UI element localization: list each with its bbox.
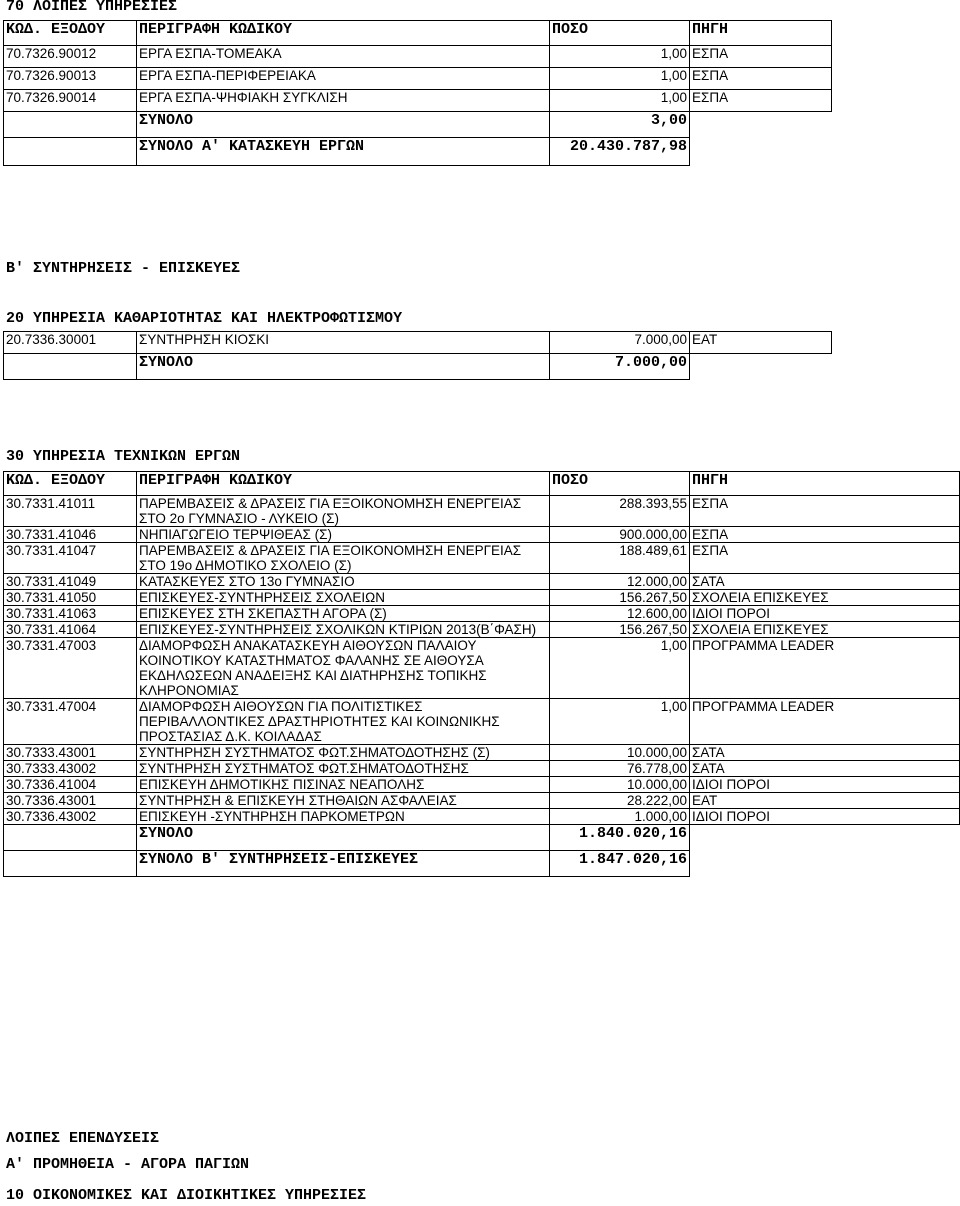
cell-desc: ΣΥΝΤΗΡΗΣΗ & ΕΠΙΣΚΕΥΗ ΣΤΗΘΑΙΩΝ ΑΣΦΑΛΕΙΑΣ — [137, 793, 550, 809]
cell-code: 30.7336.43001 — [4, 793, 137, 809]
cell-desc: ΠΑΡΕΜΒΑΣΕΙΣ & ΔΡΑΣΕΙΣ ΓΙΑ ΕΞΟΙΚΟΝΟΜΗΣΗ ΕΝΕΡΓΕΙΑΣ ΣΤΟ 2ο ΓΥΜΝΑΣΙΟ - ΛΥΚΕΙΟ (Σ) — [137, 496, 550, 527]
table-row — [4, 745, 960, 761]
cell-source: ΕΑΤ — [690, 793, 960, 809]
table-row — [4, 777, 960, 793]
grand-total-value: 1.847.020,16 — [550, 851, 690, 877]
grand-total-label: ΣΥΝΟΛΟ Β' ΣΥΝΤΗΡΗΣΕΙΣ-ΕΠΙΣΚΕΥΕΣ — [137, 851, 550, 877]
cell-desc: ΣΥΝΤΗΡΗΣΗ ΣΥΣΤΗΜΑΤΟΣ ΦΩΤ.ΣΗΜΑΤΟΔΟΤΗΣΗΣ — [137, 761, 550, 777]
cell-source: ΙΔΙΟΙ ΠΟΡΟΙ — [690, 606, 960, 622]
table-row — [4, 527, 960, 543]
cell-desc: ΣΥΝΤΗΡΗΣΗ ΣΥΣΤΗΜΑΤΟΣ ΦΩΤ.ΣΗΜΑΤΟΔΟΤΗΣΗΣ (Σ) — [137, 745, 550, 761]
cell-code: 30.7331.47003 — [4, 638, 137, 699]
cell-amount: 1,00 — [550, 68, 690, 90]
cell-amount: 76.778,00 — [550, 761, 690, 777]
header-code: ΚΩΔ. ΕΞΟΔΟΥ — [4, 472, 137, 496]
cell-amount: 1,00 — [550, 638, 690, 699]
cell-source: ΕΑΤ — [690, 332, 832, 354]
total-value: 7.000,00 — [550, 354, 690, 380]
cell-desc: ΕΡΓΑ ΕΣΠΑ-ΨΗΦΙΑΚΗ ΣΥΓΚΛΙΣΗ — [137, 90, 550, 112]
cell-amount: 10.000,00 — [550, 745, 690, 761]
header-amount: ΠΟΣΟ — [550, 472, 690, 496]
cell-code: 30.7331.41046 — [4, 527, 137, 543]
table-row — [4, 761, 960, 777]
total-label: ΣΥΝΟΛΟ — [137, 354, 550, 380]
cell-code: 70.7326.90012 — [4, 46, 137, 68]
table-row — [4, 574, 960, 590]
cell-amount: 288.393,55 — [550, 496, 690, 527]
cell-code: 30.7336.41004 — [4, 777, 137, 793]
total-label: ΣΥΝΟΛΟ — [137, 112, 550, 138]
cell-amount: 10.000,00 — [550, 777, 690, 793]
cell-source: ΣΑΤΑ — [690, 761, 960, 777]
cell-desc: ΚΑΤΑΣΚΕΥΕΣ ΣΤΟ 13ο ΓΥΜΝΑΣΙΟ — [137, 574, 550, 590]
cell-source: ΙΔΙΟΙ ΠΟΡΟΙ — [690, 777, 960, 793]
cell-desc: ΣΥΝΤΗΡΗΣΗ ΚΙΟΣΚΙ — [137, 332, 550, 354]
grand-total-row — [4, 851, 960, 877]
cell-amount: 156.267,50 — [550, 590, 690, 606]
cell-source: ΕΣΠΑ — [690, 46, 832, 68]
cell-amount: 156.267,50 — [550, 622, 690, 638]
cell-desc: ΕΡΓΑ ΕΣΠΑ-ΤΟΜΕΑΚΑ — [137, 46, 550, 68]
table-70 — [3, 20, 832, 166]
cell-code: 30.7331.41047 — [4, 543, 137, 574]
header-source: ΠΗΓΗ — [690, 21, 832, 46]
header-amount: ΠΟΣΟ — [550, 21, 690, 46]
footer-line-1: ΛΟΙΠΕΣ ΕΠΕΝΔΥΣΕΙΣ — [6, 1130, 160, 1147]
table-row — [4, 332, 832, 354]
cell-amount: 1,00 — [550, 90, 690, 112]
cell-code: 30.7331.41011 — [4, 496, 137, 527]
cell-source: ΠΡΟΓΡΑΜΜΑ LEADER — [690, 699, 960, 745]
table-row — [4, 606, 960, 622]
cell-source: ΕΣΠΑ — [690, 527, 960, 543]
section-title-70: 70 ΛΟΙΠΕΣ ΥΠΗΡΕΣΙΕΣ — [6, 0, 178, 15]
cell-desc: ΕΡΓΑ ΕΣΠΑ-ΠΕΡΙΦΕΡΕΙΑΚΑ — [137, 68, 550, 90]
cell-code: 30.7331.41049 — [4, 574, 137, 590]
footer-line-3: 10 ΟΙΚΟΝΟΜΙΚΕΣ ΚΑΙ ΔΙΟΙΚΗΤΙΚΕΣ ΥΠΗΡΕΣΙΕΣ — [6, 1187, 367, 1204]
cell-code: 30.7333.43001 — [4, 745, 137, 761]
grand-total-value: 20.430.787,98 — [550, 138, 690, 166]
table-row — [4, 590, 960, 606]
cell-desc: ΕΠΙΣΚΕΥΗ ΔΗΜΟΤΙΚΗΣ ΠΙΣΙΝΑΣ ΝΕΑΠΟΛΗΣ — [137, 777, 550, 793]
cell-amount: 1.000,00 — [550, 809, 690, 825]
table-row — [4, 638, 960, 699]
table-row — [4, 46, 832, 68]
cell-amount: 900.000,00 — [550, 527, 690, 543]
cell-source: ΣΑΤΑ — [690, 745, 960, 761]
cell-code: 30.7331.47004 — [4, 699, 137, 745]
table-row — [4, 793, 960, 809]
table-row — [4, 68, 832, 90]
cell-source: ΣΧΟΛΕΙΑ ΕΠΙΣΚΕΥΕΣ — [690, 590, 960, 606]
header-desc: ΠΕΡΙΓΡΑΦΗ ΚΩΔΙΚΟΥ — [137, 21, 550, 46]
table-20 — [3, 331, 832, 380]
cell-desc: ΕΠΙΣΚΕΥΕΣ-ΣΥΝΤΗΡΗΣΕΙΣ ΣΧΟΛΙΚΩΝ ΚΤΙΡΙΩΝ 2013(Β΄ΦΑΣΗ) — [137, 622, 550, 638]
cell-code: 30.7336.43002 — [4, 809, 137, 825]
section-title-20: 20 ΥΠΗΡΕΣΙΑ ΚΑΘΑΡΙΟΤΗΤΑΣ ΚΑΙ ΗΛΕΚΤΡΟΦΩΤΙΣΜΟΥ — [6, 310, 403, 327]
table-row — [4, 809, 960, 825]
cell-source: ΕΣΠΑ — [690, 496, 960, 527]
cell-desc: ΕΠΙΣΚΕΥΕΣ-ΣΥΝΤΗΡΗΣΕΙΣ ΣΧΟΛΕΙΩΝ — [137, 590, 550, 606]
table-row — [4, 699, 960, 745]
total-row — [4, 354, 832, 380]
section-title-30: 30 ΥΠΗΡΕΣΙΑ ΤΕΧΝΙΚΩΝ ΕΡΓΩΝ — [6, 448, 241, 465]
cell-source: ΠΡΟΓΡΑΜΜΑ LEADER — [690, 638, 960, 699]
cell-amount: 7.000,00 — [550, 332, 690, 354]
cell-amount: 188.489,61 — [550, 543, 690, 574]
total-label: ΣΥΝΟΛΟ — [137, 825, 550, 851]
cell-code: 30.7331.41063 — [4, 606, 137, 622]
cell-source: ΙΔΙΟΙ ΠΟΡΟΙ — [690, 809, 960, 825]
cell-source: ΕΣΠΑ — [690, 543, 960, 574]
total-value: 3,00 — [550, 112, 690, 138]
table-header — [4, 472, 960, 496]
cell-code: 30.7333.43002 — [4, 761, 137, 777]
header-desc: ΠΕΡΙΓΡΑΦΗ ΚΩΔΙΚΟΥ — [137, 472, 550, 496]
header-source: ΠΗΓΗ — [690, 472, 960, 496]
table-header — [4, 21, 832, 46]
table-row — [4, 622, 960, 638]
cell-code: 30.7331.41064 — [4, 622, 137, 638]
cell-desc: ΕΠΙΣΚΕΥΗ -ΣΥΝΤΗΡΗΣΗ ΠΑΡΚΟΜΕΤΡΩΝ — [137, 809, 550, 825]
cell-amount: 1,00 — [550, 699, 690, 745]
table-30 — [3, 471, 960, 877]
cell-amount: 28.222,00 — [550, 793, 690, 809]
cell-desc: ΔΙΑΜΟΡΦΩΣΗ ΑΙΘΟΥΣΩΝ ΓΙΑ ΠΟΛΙΤΙΣΤΙΚΕΣ ΠΕΡΙΒΑΛΛΟΝΤΙΚΕΣ ΔΡΑΣΤΗΡΙΟΤΗΤΕΣ ΚΑΙ ΚΟΙΝΩΝΙΚΗΣ ΠΡΟΣΤΑΣΙΑΣ Δ.Κ. ΚΟΙΛΑΔΑΣ — [137, 699, 550, 745]
table-row — [4, 496, 960, 527]
header-code: ΚΩΔ. ΕΞΟΔΟΥ — [4, 21, 137, 46]
table-row — [4, 90, 832, 112]
cell-code: 70.7326.90014 — [4, 90, 137, 112]
cell-amount: 1,00 — [550, 46, 690, 68]
cell-source: ΣΑΤΑ — [690, 574, 960, 590]
grand-total-label: ΣΥΝΟΛΟ Α' ΚΑΤΑΣΚΕΥΗ ΕΡΓΩΝ — [137, 138, 550, 166]
total-value: 1.840.020,16 — [550, 825, 690, 851]
table-row — [4, 543, 960, 574]
cell-source: ΕΣΠΑ — [690, 90, 832, 112]
cell-amount: 12.600,00 — [550, 606, 690, 622]
cell-amount: 12.000,00 — [550, 574, 690, 590]
cell-desc: ΕΠΙΣΚΕΥΕΣ ΣΤΗ ΣΚΕΠΑΣΤΗ ΑΓΟΡΑ (Σ) — [137, 606, 550, 622]
cell-desc: ΝΗΠΙΑΓΩΓΕΙΟ ΤΕΡΨΙΘΕΑΣ (Σ) — [137, 527, 550, 543]
cell-source: ΕΣΠΑ — [690, 68, 832, 90]
grand-total-row — [4, 138, 832, 166]
footer-line-2: Α' ΠΡΟΜΗΘΕΙΑ - ΑΓΟΡΑ ΠΑΓΙΩΝ — [6, 1156, 250, 1173]
cell-source: ΣΧΟΛΕΙΑ ΕΠΙΣΚΕΥΕΣ — [690, 622, 960, 638]
cell-desc: ΠΑΡΕΜΒΑΣΕΙΣ & ΔΡΑΣΕΙΣ ΓΙΑ ΕΞΟΙΚΟΝΟΜΗΣΗ ΕΝΕΡΓΕΙΑΣ ΣΤΟ 19ο ΔΗΜΟΤΙΚΟ ΣΧΟΛΕΙΟ (Σ) — [137, 543, 550, 574]
cell-desc: ΔΙΑΜΟΡΦΩΣΗ ΑΝΑΚΑΤΑΣΚΕΥΗ ΑΙΘΟΥΣΩΝ ΠΑΛΑΙΟΥ ΚΟΙΝΟΤΙΚΟΥ ΚΑΤΑΣΤΗΜΑΤΟΣ ΦΑΛΑΝΗΣ ΣΕ ΑΙΘΟΥΣΑ ΕΚΔΗΛΩΣΕΩΝ ΑΝΑΔΕΙΞΗΣ ΚΑΙ ΔΙΑΤΗΡΗΣΗΣ ΤΟΠΙΚΗΣ ΚΛΗΡΟΝΟΜΙΑΣ — [137, 638, 550, 699]
cell-code: 70.7326.90013 — [4, 68, 137, 90]
cell-code: 30.7331.41050 — [4, 590, 137, 606]
total-row — [4, 112, 832, 138]
cell-code: 20.7336.30001 — [4, 332, 137, 354]
part-b-title: Β' ΣΥΝΤΗΡΗΣΕΙΣ - ΕΠΙΣΚΕΥΕΣ — [6, 260, 241, 277]
total-row — [4, 825, 960, 851]
